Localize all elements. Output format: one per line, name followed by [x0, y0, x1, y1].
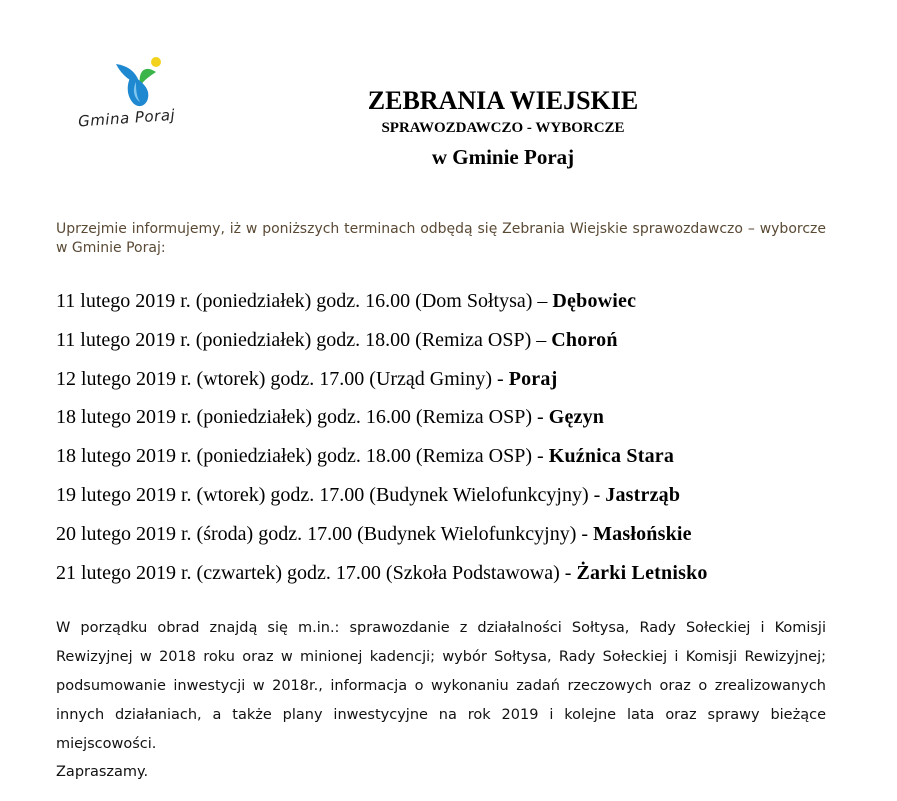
schedule-item — [56, 325, 846, 364]
schedule-item — [56, 402, 846, 441]
schedule-place: Gęzyn — [548, 406, 605, 429]
schedule-place: Dębowiec — [552, 290, 637, 312]
sun-icon — [151, 57, 161, 67]
schedule-place: Żarki Letnisko — [576, 561, 708, 584]
intro-paragraph: Uprzejmie informujemy, iż w poniższych terminach odbędą się Zebrania Wiejskie sprawozdawczo – wyborcze w Gminie Poraj: — [56, 221, 826, 256]
schedule-details: 11 lutego 2019 r. (poniedziałek) godz. 16.00 (Dom Sołtysa) – — [56, 290, 548, 312]
schedule-details: 11 lutego 2019 r. (poniedziałek) godz. 18.00 (Remiza OSP) – — [56, 328, 547, 351]
schedule-details: 21 lutego 2019 r. (czwartek) godz. 17.00 (Szkoła Podstawowa) - — [56, 561, 572, 584]
schedule-item — [56, 441, 846, 480]
schedule-item — [56, 558, 846, 597]
schedule-place: Poraj — [508, 367, 558, 390]
schedule-place: Kuźnica Stara — [548, 445, 675, 468]
closing-text: Zapraszamy. — [56, 764, 149, 780]
schedule-details: 20 lutego 2019 r. (środa) godz. 17.00 (Budynek Wielofunkcyjny) - — [56, 522, 589, 545]
meeting-schedule — [56, 286, 846, 596]
schedule-details: 12 lutego 2019 r. (wtorek) godz. 17.00 (Urząd Gminy) - — [56, 367, 504, 390]
tulip-drop-icon — [112, 52, 172, 112]
schedule-place: Jastrząb — [605, 483, 681, 506]
schedule-item — [56, 519, 846, 558]
schedule-place: Choroń — [551, 328, 618, 351]
page-subtitle: SPRAWOZDAWCZO - WYBORCZE — [381, 120, 625, 136]
logo-caption: Gmina Poraj — [77, 105, 176, 131]
agenda-paragraph: W porządku obrad znajdą się m.in.: sprawozdanie z działalności Sołtysa, Rady Sołeckiej i Komisji Rewizyjnej w 2018 roku oraz w minionej kadencji; wybór Sołtysa, Rady Sołeckiej i Komisji Rewizyjnej; podsumowanie inwestycji w 2018r., informacja o wykonaniu zadań rzeczowych oraz o zrealizowanych innych działaniach, a także plany inwestycyjne na rok 2019 i kolejne lata oraz sprawy bieżące miejscowości. — [56, 620, 826, 752]
schedule-place: Masłońskie — [593, 522, 692, 545]
schedule-item — [56, 480, 846, 519]
schedule-item — [56, 286, 846, 325]
schedule-details: 18 lutego 2019 r. (poniedziałek) godz. 18.00 (Remiza OSP) - — [56, 445, 544, 468]
schedule-item — [56, 364, 846, 403]
schedule-details: 19 lutego 2019 r. (wtorek) godz. 17.00 (Budynek Wielofunkcyjny) - — [56, 483, 601, 506]
gmina-poraj-logo — [76, 52, 206, 152]
page-title: ZEBRANIA WIEJSKIE — [367, 86, 639, 115]
schedule-details: 18 lutego 2019 r. (poniedziałek) godz. 16.00 (Remiza OSP) - — [56, 406, 544, 429]
municipality-title: w Gminie Poraj — [431, 145, 575, 169]
